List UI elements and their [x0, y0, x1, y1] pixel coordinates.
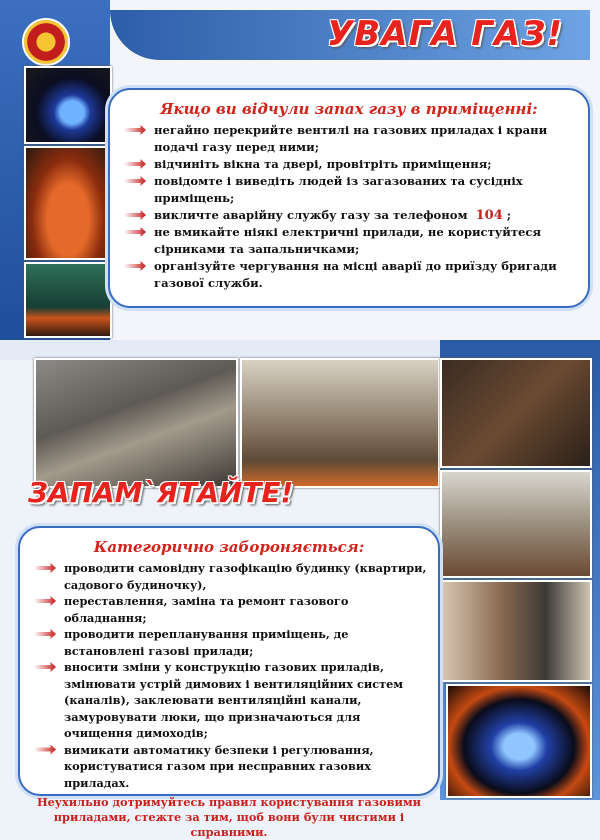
arrow-icon	[34, 596, 56, 606]
gas-stove-photo	[24, 262, 112, 338]
remember-title: ЗАПАМ`ЯТАЙТЕ!	[28, 476, 294, 509]
arrow-icon	[124, 176, 146, 186]
gas-cylinder-photo	[24, 146, 112, 260]
list-item: не вмикайте ніякі електричні прилади, не користуйтеся сірниками та запальничками;	[124, 224, 578, 258]
list-item: вимикати автоматику безпеки і регулювання, користуватися газом при несправних газових приладах.	[34, 742, 428, 792]
safety-note: Неухильно дотримуйтесь правил користування газовими приладами, стежте за тим, щоб вони були чистими і справними.	[36, 795, 422, 839]
section1-list	[110, 122, 588, 292]
list-item: повідомте і виведіть людей із загазованих та сусідніх приміщень;	[124, 173, 578, 207]
list-item: викличте аварійну службу газу за телефоном 104 ;	[124, 207, 578, 224]
arrow-icon	[34, 662, 56, 672]
list-item: проводити перепланування приміщень, де встановлені газові прилади;	[34, 626, 428, 659]
arrow-icon	[34, 745, 56, 755]
list-item: проводити самовідну газофікацію будинку (квартири, садового будиночку),	[34, 560, 428, 593]
arrow-icon	[124, 227, 146, 237]
prohibitions-card	[18, 526, 440, 839]
gas-flame-photo	[24, 66, 112, 144]
emergency-service-emblem-icon	[22, 18, 70, 66]
arrow-icon	[124, 210, 146, 220]
list-item: вносити зміни у конструкцію газових приладів, змінювати устрій димових і вентиляційних систем (каналів), заклеювати вентиляційні канали, замуровувати люки, що призначаються для очищення димоходів;	[34, 659, 428, 742]
arrow-icon	[124, 261, 146, 271]
section1-heading: Якщо ви відчули запах газу в приміщенні:	[160, 100, 538, 118]
gas-burner-photo	[446, 684, 592, 798]
arrow-icon	[124, 159, 146, 169]
arrow-icon	[34, 563, 56, 573]
house-fire-photo	[440, 470, 592, 578]
list-item: переставлення, заміна та ремонт газового обладнання;	[34, 593, 428, 626]
list-item: відчиніть вікна та двері, провітріть приміщення;	[124, 156, 578, 173]
emergency-phone-number: 104	[475, 208, 503, 223]
section2-list	[20, 560, 438, 791]
burnt-room-photo	[440, 358, 592, 468]
list-item: негайно перекрийте вентилі на газових приладах і крани подачі газу перед ними;	[124, 122, 578, 156]
burning-building-photo	[240, 358, 440, 488]
list-item: організуйте чергування на місці аварії до приїзду бригади газової служби.	[124, 258, 578, 292]
poster-title: УВАГА ГАЗ!	[327, 14, 563, 54]
arrow-icon	[124, 125, 146, 135]
section2-heading: Категорично забороняється:	[93, 538, 365, 556]
arrow-icon	[34, 629, 56, 639]
gas-smell-instructions-card	[108, 88, 590, 308]
gas-repair-photo	[440, 580, 592, 682]
collapsed-building-photo	[34, 358, 238, 488]
